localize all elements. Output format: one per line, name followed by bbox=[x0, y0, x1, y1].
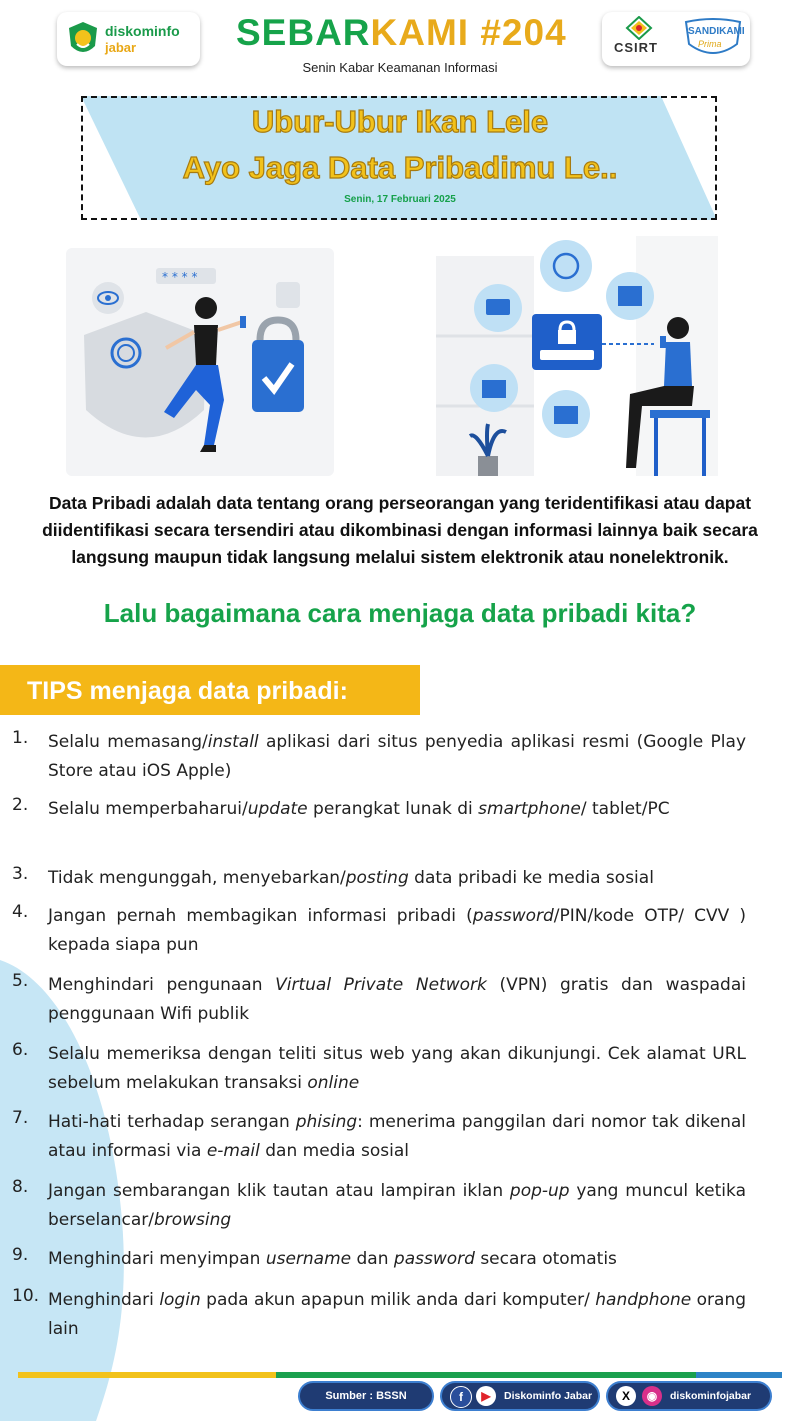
illustration-woman-security bbox=[66, 240, 336, 485]
banner-title-line1: Ubur-Ubur Ikan Lele bbox=[251, 104, 549, 139]
social-badge-handle[interactable] bbox=[606, 1381, 772, 1411]
list-item-number: 6. bbox=[12, 1040, 29, 1060]
list-item-text: Selalu memeriksa dengan teliti situs web yang akan dikunjungi. Cek alamat URL sebelum melakukan transaksi online bbox=[48, 1044, 746, 1093]
list-item-number: 3. bbox=[12, 864, 29, 884]
list-item-number: 8. bbox=[12, 1177, 29, 1197]
list-item-number: 9. bbox=[12, 1245, 29, 1265]
jabar-emblem-icon bbox=[65, 20, 101, 58]
instagram-icon[interactable]: ◉ bbox=[642, 1386, 662, 1406]
diskominfo-logo-text: diskominfo bbox=[105, 23, 180, 39]
source-badge bbox=[298, 1381, 434, 1411]
diskominfo-logo-card bbox=[57, 12, 200, 66]
title-part-sebar: SEBAR bbox=[236, 12, 371, 53]
partner-logos-card bbox=[602, 12, 750, 66]
sandikami-logo-text: SANDIKAMI bbox=[688, 26, 745, 37]
footer-line-yellow bbox=[18, 1372, 276, 1378]
svg-text:* * * *: * * * * bbox=[162, 270, 198, 284]
list-item-text: Jangan pernah membagikan informasi pribadi (password/PIN/kode OTP/ CVV ) kepada siapa pun bbox=[48, 906, 746, 955]
social-label-handle: diskominfojabar bbox=[670, 1390, 752, 1402]
youtube-icon[interactable]: ▶ bbox=[476, 1386, 496, 1406]
csirt-logo-text: CSIRT bbox=[614, 40, 658, 55]
banner-date: Senin, 17 Februari 2025 bbox=[344, 194, 456, 205]
list-item-text: Menghindari menyimpan username dan password secara otomatis bbox=[48, 1249, 617, 1269]
list-item-text: Selalu memperbaharui/update perangkat lunak di smartphone/ tablet/PC bbox=[48, 799, 670, 819]
csirt-emblem-icon bbox=[624, 16, 654, 40]
title-part-kami: KAMI #204 bbox=[370, 12, 567, 53]
list-item-text: Hati-hati terhadap serangan phising: menerima panggilan dari nomor tak dikenal atau informasi via e-mail dan media sosial bbox=[48, 1112, 746, 1161]
list-item-number: 5. bbox=[12, 971, 29, 991]
facebook-icon[interactable]: f bbox=[450, 1386, 472, 1408]
list-item-text: Tidak mengunggah, menyebarkan/posting data pribadi ke media sosial bbox=[48, 868, 654, 888]
definition-text: Data Pribadi adalah data tentang orang perseorangan yang teridentifikasi atau dapat diidentifikasi secara tersendiri atau dikombinasi dengan informasi lainnya baik secara langsung maupun tidak langsung melalui sistem elektronik atau nonelektronik. bbox=[42, 493, 758, 567]
question-heading: Lalu bagaimana cara menjaga data pribadi kita? bbox=[103, 598, 697, 628]
footer-line-green bbox=[276, 1372, 696, 1378]
sandikami-prima-text: Prima bbox=[698, 39, 722, 49]
jabar-logo-text: jabar bbox=[105, 40, 137, 55]
list-item-number: 10. bbox=[12, 1286, 40, 1306]
list-item-text: Menghindari login pada akun apapun milik anda dari komputer/ handphone orang lain bbox=[48, 1290, 747, 1339]
list-item-text: Menghindari pengunaan Virtual Private Network (VPN) gratis dan waspadai penggunaan Wifi publik bbox=[48, 975, 746, 1024]
source-label: Sumber : BSSN bbox=[325, 1390, 407, 1402]
list-item-text: Selalu memasang/install aplikasi dari situs penyedia aplikasi resmi (Google Play Store atau iOS Apple) bbox=[48, 732, 746, 781]
footer-line-blue bbox=[696, 1372, 782, 1378]
banner-title-line2: Ayo Jaga Data Pribadimu Le.. bbox=[182, 150, 618, 185]
tips-header-title: TIPS menjaga data pribadi: bbox=[27, 677, 348, 705]
page-title bbox=[236, 12, 566, 54]
list-item-number: 2. bbox=[12, 795, 29, 815]
list-item-number: 1. bbox=[12, 728, 29, 748]
social-badge-diskominfo[interactable] bbox=[440, 1381, 600, 1411]
list-item-number: 4. bbox=[12, 902, 29, 922]
list-item-number: 7. bbox=[12, 1108, 29, 1128]
list-item-text: Jangan sembarangan klik tautan atau lampiran iklan pop-up yang muncul ketika berselancar/browsing bbox=[48, 1181, 746, 1230]
social-label-diskominfo: Diskominfo Jabar bbox=[504, 1390, 593, 1402]
illustration-woman-phone bbox=[436, 236, 726, 484]
x-icon[interactable]: X bbox=[616, 1386, 636, 1406]
page-subtitle: Senin Kabar Keamanan Informasi bbox=[302, 60, 498, 75]
